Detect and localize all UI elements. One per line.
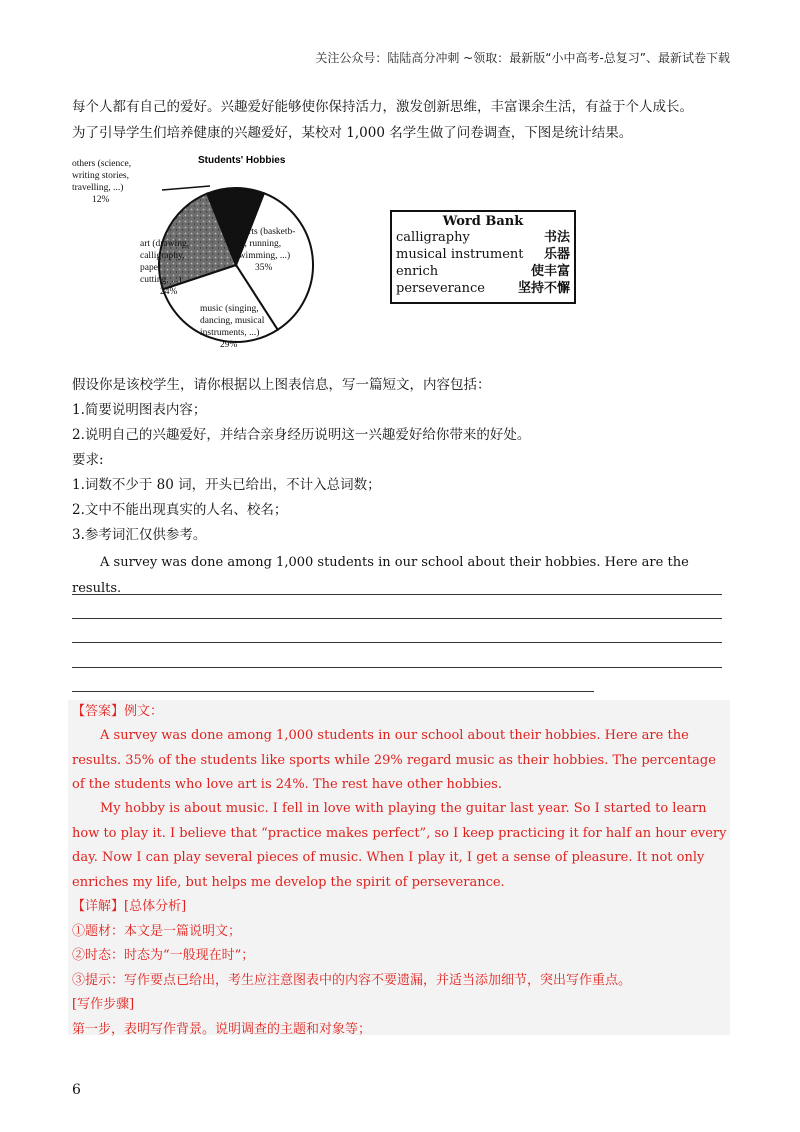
slice-label: music (singing, dancing, musical instruments, ...) 29% (200, 304, 265, 350)
steps-label: [写作步骤] (72, 997, 135, 1012)
word-bank-title: Word Bank (442, 214, 524, 229)
word-bank-en: musical instrument (396, 247, 524, 262)
word-bank-cn: 使丰富 (530, 264, 570, 279)
others-pointer-line (162, 186, 210, 190)
slice-label: others (science, writing stories, travelling, ...) 12% (72, 159, 132, 205)
essay-opening: A survey was done among 1,000 students in our school about their hobbies. Here are the results. (72, 555, 689, 596)
step-1: 第一步，表明写作背景。说明调查的主题和对象等； (72, 1022, 372, 1037)
detail-item-2: ②时态：时态为“一般现在时”； (72, 948, 255, 963)
hobbies-pie-chart (70, 148, 370, 363)
requirement-2: 2.文中不能出现真实的人名、校名； (72, 502, 288, 518)
word-bank-row (392, 280, 574, 297)
writing-line (72, 642, 722, 643)
word-bank-en: calligraphy (396, 230, 470, 245)
task-point-1: 1.简要说明图表内容； (72, 402, 207, 418)
answer-paragraph-1: A survey was done among 1,000 students in our school about their hobbies. Here are the results. 35% of the students like sports while 29% regard music as their hobbies. The percentage of the students who love art is 24%. The rest have other hobbies. (72, 728, 716, 792)
word-bank-en: perseverance (396, 281, 485, 296)
detail-item-1: ①题材：本文是一篇说明文； (72, 924, 242, 939)
slice-label: sports (basketb-all, running, swimming, ...) 35% (235, 227, 296, 273)
word-bank-cn: 乐器 (543, 247, 570, 262)
writing-line (72, 618, 722, 619)
intro-line-1: 每个人都有自己的爱好。兴趣爱好能够使你保持活力，激发创新思维，丰富课余生活，有益于个人成长。 (72, 99, 693, 115)
requirements-title: 要求: (72, 452, 104, 468)
intro-line-2: 为了引导学生们培养健康的兴趣爱好，某校对 1,000 名学生做了问卷调查，下图是统计结果。 (72, 125, 633, 141)
detail-label: 【详解】[总体分析] (72, 899, 187, 914)
task-prompt: 假设你是该校学生，请你根据以上图表信息，写一篇短文，内容包括： (72, 377, 491, 393)
page-header: 关注公众号：陆陆高分冲刺 ~领取：最新版“小中高考-总复习”、最新试卷下载 (315, 51, 730, 65)
word-bank-cn: 坚持不懈 (517, 281, 570, 296)
answer-paragraph-2: My hobby is about music. I fell in love with playing the guitar last year. So I started to learn how to play it. I believe that “practice makes perfect”, so I keep practicing it for half an hour every day. Now I can play several pieces of music. When I play it, I get a sense of pleasure. It not only enriches my life, but helps me develop the spirit of perseverance. (72, 801, 727, 890)
requirement-1: 1.词数不少于 80 词，开头已给出，不计入总词数； (72, 477, 381, 493)
detail-item-3: ③提示：写作要点已给出，考生应注意图表中的内容不要遗漏，并适当添加细节，突出写作重点。 (72, 973, 632, 988)
word-bank-en: enrich (396, 264, 439, 279)
requirement-3: 3.参考词汇仅供参考。 (72, 527, 207, 543)
word-bank-cn: 书法 (543, 230, 570, 245)
word-bank-row (392, 246, 574, 263)
writing-line (72, 667, 722, 668)
slice-label: art (drawing, calligraphy, paper cutting, ...) 24% (140, 239, 190, 297)
word-bank-row (392, 263, 574, 280)
writing-line (72, 594, 722, 595)
answer-label: 【答案】例文： (72, 704, 164, 719)
writing-line (72, 691, 594, 692)
page-number: 6 (72, 1082, 81, 1098)
task-point-2: 2.说明自己的兴趣爱好，并结合亲身经历说明这一兴趣爱好给你带来的好处。 (72, 427, 531, 443)
chart-title: Students' Hobbies (198, 155, 286, 166)
word-bank-row (392, 229, 574, 246)
word-bank (390, 210, 576, 304)
